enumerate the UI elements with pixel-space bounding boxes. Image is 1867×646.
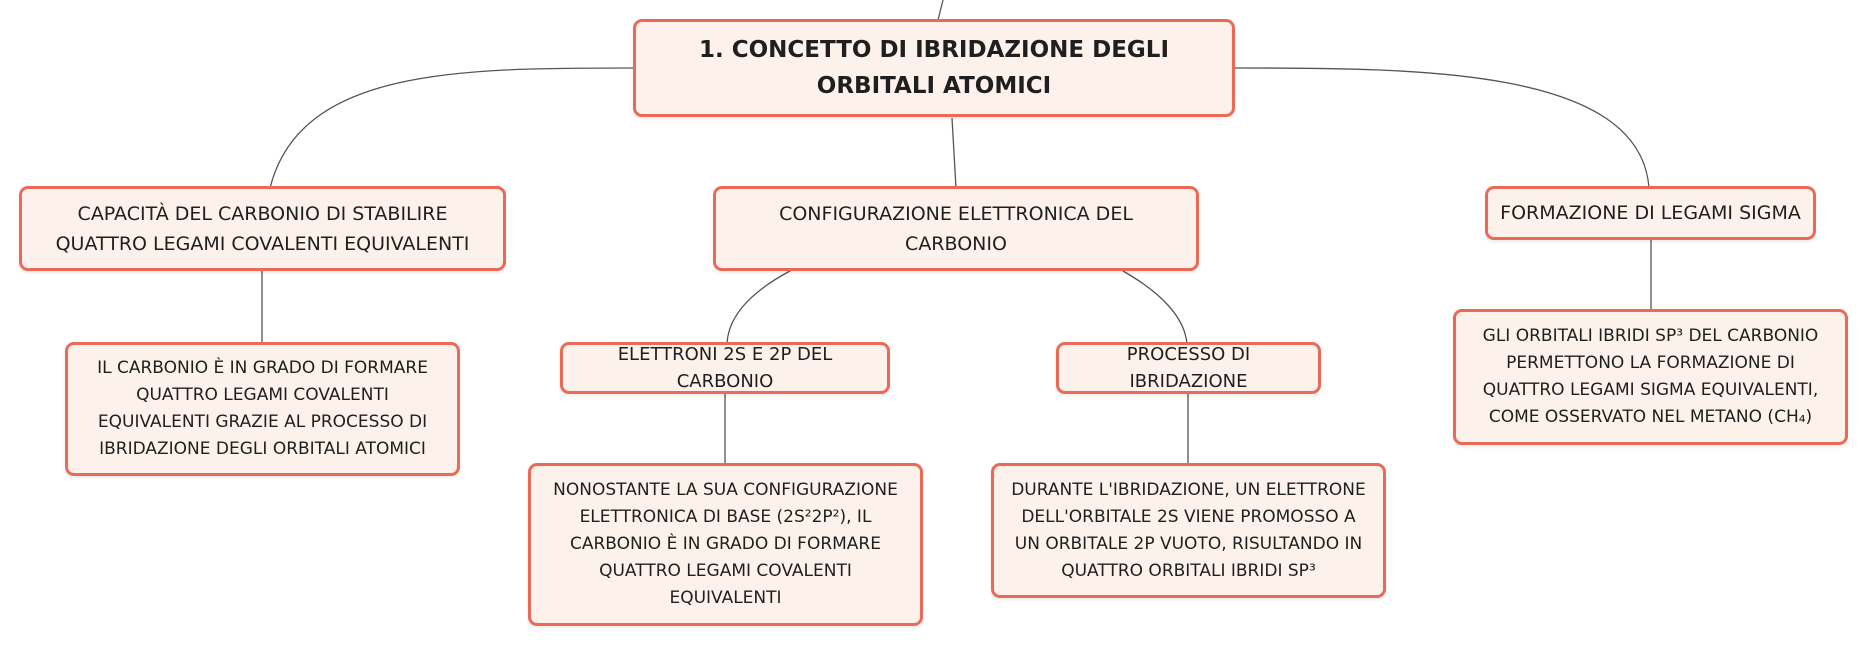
connector-configuration-electrons xyxy=(727,271,790,344)
electrons-detail-text: NONOSTANTE LA SUA CONFIGURAZIONE ELETTRONICA DI BASE (2S²2P²), IL CARBONIO È IN GRADO DI FORMARE QUATTRO LEGAMI COVALENTI EQUIVALENTI xyxy=(553,480,898,608)
subtopic-process-text: PROCESSO DI IBRIDAZIONE xyxy=(1126,344,1251,392)
process-detail-node[interactable] xyxy=(991,463,1386,598)
root-topic-node[interactable] xyxy=(633,19,1235,117)
subtopic-electrons-text: ELETTRONI 2S E 2P DEL CARBONIO xyxy=(617,344,833,392)
capacity-detail-node[interactable] xyxy=(65,342,460,476)
topic-configuration-node[interactable] xyxy=(713,186,1199,271)
connector-root-parent xyxy=(938,0,943,20)
capacity-detail-text: IL CARBONIO È IN GRADO DI FORMARE QUATTRO LEGAMI COVALENTI EQUIVALENTI GRAZIE AL PROCESSO DI IBRIDAZIONE DEGLI ORBITALI ATOMICI xyxy=(97,358,428,459)
topic-capacity-node[interactable] xyxy=(19,186,506,271)
topic-capacity-text: CAPACITÀ DEL CARBONIO DI STABILIRE QUATTRO LEGAMI COVALENTI EQUIVALENTI xyxy=(55,202,470,255)
subtopic-process-node[interactable] xyxy=(1056,342,1321,394)
connector-configuration-process xyxy=(1123,271,1187,344)
sigma-detail-text: GLI ORBITALI IBRIDI SP³ DEL CARBONIO PERMETTONO LA FORMAZIONE DI QUATTRO LEGAMI SIGMA EQUIVALENTI, COME OSSERVATO NEL METANO (CH₄) xyxy=(1482,326,1819,427)
sigma-detail-node[interactable] xyxy=(1453,309,1848,445)
connector-root-configuration xyxy=(952,118,956,188)
process-detail-text: DURANTE L'IBRIDAZIONE, UN ELETTRONE DELL'ORBITALE 2S VIENE PROMOSSO A UN ORBITALE 2P VUOTO, RISULTANDO IN QUATTRO ORBITALI IBRIDI SP³ xyxy=(1011,479,1366,581)
subtopic-electrons-node[interactable] xyxy=(560,342,890,394)
electrons-detail-node[interactable] xyxy=(528,463,923,626)
connector-root-capacity xyxy=(270,68,634,188)
topic-configuration-text: CONFIGURAZIONE ELETTRONICA DEL CARBONIO xyxy=(779,202,1133,255)
connector-root-sigma xyxy=(1235,68,1649,188)
topic-sigma-node[interactable] xyxy=(1485,186,1816,240)
root-topic-text: 1. CONCETTO DI IBRIDAZIONE DEGLI ORBITALI ATOMICI xyxy=(698,37,1170,99)
topic-sigma-text: FORMAZIONE DI LEGAMI SIGMA xyxy=(1500,202,1801,224)
